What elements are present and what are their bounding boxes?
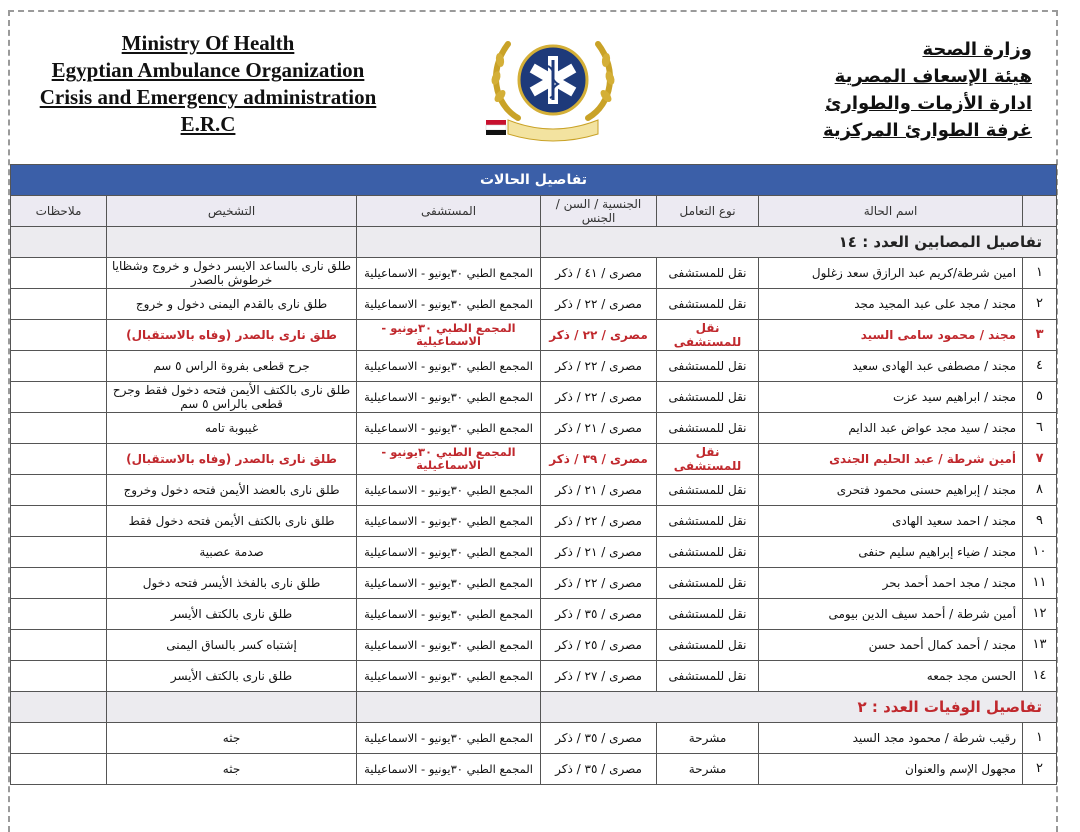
- row-handling-type: مشرحة: [657, 754, 759, 785]
- row-number: ٥: [1023, 382, 1057, 413]
- row-handling-type: نقل للمستشفى: [657, 258, 759, 289]
- row-number: ٢: [1023, 754, 1057, 785]
- row-handling-type: مشرحة: [657, 723, 759, 754]
- table-row: [11, 661, 1057, 692]
- row-notes: [11, 382, 107, 413]
- header-ar-line-3: ادارة الأزمات والطوارئ: [825, 93, 1032, 114]
- row-notes: [11, 475, 107, 506]
- table-row: [11, 413, 1057, 444]
- row-nationality-age-sex: مصرى / ٢٢ / ذكر: [541, 320, 657, 351]
- row-notes: [11, 723, 107, 754]
- row-handling-type: نقل للمستشفى: [657, 661, 759, 692]
- dead-section-label: تفاصيل الوفيات العدد : ٢: [541, 692, 1057, 723]
- row-diagnosis: طلق نارى بالكتف الأيسر: [107, 661, 357, 692]
- table-row: [11, 444, 1057, 475]
- row-diagnosis: جثه: [107, 754, 357, 785]
- row-hospital: المجمع الطبي ٣٠يونيو - الاسماعيلية: [357, 723, 541, 754]
- row-diagnosis: طلق نارى بالقدم اليمنى دخول و خروج: [107, 289, 357, 320]
- row-number: ٢: [1023, 289, 1057, 320]
- row-notes: [11, 506, 107, 537]
- row-name: مجند / أحمد كمال أحمد حسن: [759, 630, 1023, 661]
- row-name: مجند / مجد على عبد المجيد مجد: [759, 289, 1023, 320]
- table-row: [11, 630, 1057, 661]
- row-nationality-age-sex: مصرى / ٢١ / ذكر: [541, 475, 657, 506]
- row-name: مجند / إبراهيم حسنى محمود فتحرى: [759, 475, 1023, 506]
- row-diagnosis: طلق نارى بالعضد الأيمن فتحه دخول وخروج: [107, 475, 357, 506]
- table-title: تفاصيل الحالات: [11, 165, 1057, 196]
- row-name: مجهول الإسم والعنوان: [759, 754, 1023, 785]
- row-number: ٧: [1023, 444, 1057, 475]
- row-diagnosis: طلق نارى بالكتف الأيمن فتحه دخول فقط وجرح قطعى بالراس ٥ سم: [107, 382, 357, 413]
- row-hospital: المجمع الطبي ٣٠يونيو - الاسماعيلية: [357, 444, 541, 475]
- row-name: أمين شرطة / عبد الحليم الجندى: [759, 444, 1023, 475]
- col-header-diagnosis: التشخيص: [107, 196, 357, 227]
- ambulance-organization-logo: [478, 26, 628, 144]
- row-nationality-age-sex: مصرى / ٢٢ / ذكر: [541, 506, 657, 537]
- injured-section-label: تفاصيل المصابين العدد : ١٤: [541, 227, 1057, 258]
- row-hospital: المجمع الطبي ٣٠يونيو - الاسماعيلية: [357, 475, 541, 506]
- row-nationality-age-sex: مصرى / ٣٥ / ذكر: [541, 599, 657, 630]
- row-nationality-age-sex: مصرى / ٢٢ / ذكر: [541, 289, 657, 320]
- row-hospital: المجمع الطبي ٣٠يونيو - الاسماعيلية: [357, 537, 541, 568]
- col-header-hospital: المستشفى: [357, 196, 541, 227]
- row-diagnosis: طلق نارى بالصدر (وفاه بالاستقبال): [107, 320, 357, 351]
- row-hospital: المجمع الطبي ٣٠يونيو - الاسماعيلية: [357, 506, 541, 537]
- row-handling-type: نقل للمستشفى: [657, 289, 759, 320]
- row-notes: [11, 320, 107, 351]
- row-nationality-age-sex: مصرى / ٣٩ / ذكر: [541, 444, 657, 475]
- row-hospital: المجمع الطبي ٣٠يونيو - الاسماعيلية: [357, 351, 541, 382]
- row-nationality-age-sex: مصرى / ٢١ / ذكر: [541, 413, 657, 444]
- row-name: رقيب شرطة / محمود مجد السيد: [759, 723, 1023, 754]
- row-handling-type: نقل للمستشفى: [657, 413, 759, 444]
- row-hospital: المجمع الطبي ٣٠يونيو - الاسماعيلية: [357, 754, 541, 785]
- header-ar-line-4: غرفة الطوارئ المركزية: [822, 120, 1032, 141]
- row-diagnosis: طلق نارى بالكتف الأيمن فتحه دخول فقط: [107, 506, 357, 537]
- row-number: ١٤: [1023, 661, 1057, 692]
- row-name: الحسن مجد جمعه: [759, 661, 1023, 692]
- row-number: ١٢: [1023, 599, 1057, 630]
- row-diagnosis: طلق نارى بالصدر (وفاه بالاستقبال): [107, 444, 357, 475]
- row-name: مجند / محمود سامى السيد: [759, 320, 1023, 351]
- col-header-notes: ملاحظات: [11, 196, 107, 227]
- row-notes: [11, 444, 107, 475]
- table-row: [11, 351, 1057, 382]
- row-notes: [11, 537, 107, 568]
- row-nationality-age-sex: مصرى / ٣٥ / ذكر: [541, 723, 657, 754]
- col-header-handling-type: نوع التعامل: [657, 196, 759, 227]
- row-notes: [11, 289, 107, 320]
- header-ar-line-1: وزارة الصحة: [922, 39, 1032, 60]
- row-name: مجند / سيد مجد عواض عبد الدايم: [759, 413, 1023, 444]
- row-notes: [11, 754, 107, 785]
- table-row: [11, 599, 1057, 630]
- row-number: ٣: [1023, 320, 1057, 351]
- row-hospital: المجمع الطبي ٣٠يونيو - الاسماعيلية: [357, 382, 541, 413]
- row-notes: [11, 258, 107, 289]
- row-nationality-age-sex: مصرى / ٣٥ / ذكر: [541, 754, 657, 785]
- row-diagnosis: إشتباه كسر بالساق اليمنى: [107, 630, 357, 661]
- row-number: ٤: [1023, 351, 1057, 382]
- header-english: [18, 30, 398, 138]
- row-hospital: المجمع الطبي ٣٠يونيو - الاسماعيلية: [357, 661, 541, 692]
- row-handling-type: نقل للمستشفى: [657, 630, 759, 661]
- table-row: [11, 475, 1057, 506]
- row-handling-type: نقل للمستشفى: [657, 444, 759, 475]
- row-hospital: المجمع الطبي ٣٠يونيو - الاسماعيلية: [357, 320, 541, 351]
- header-en-line-3: Crisis and Emergency administration: [39, 85, 377, 109]
- cases-table-wrapper: [10, 164, 1056, 785]
- col-header-nationality-age-sex: الجنسية / السن / الجنس: [541, 196, 657, 227]
- table-row: [11, 320, 1057, 351]
- col-header-number: [1023, 196, 1057, 227]
- row-nationality-age-sex: مصرى / ٢٧ / ذكر: [541, 661, 657, 692]
- table-row: [11, 754, 1057, 785]
- row-diagnosis: طلق نارى بالكتف الأيسر: [107, 599, 357, 630]
- row-diagnosis: طلق نارى بالفخذ الأيسر فتحه دخول: [107, 568, 357, 599]
- row-number: ١١: [1023, 568, 1057, 599]
- col-header-name: اسم الحالة: [759, 196, 1023, 227]
- row-handling-type: نقل للمستشفى: [657, 599, 759, 630]
- row-hospital: المجمع الطبي ٣٠يونيو - الاسماعيلية: [357, 599, 541, 630]
- row-handling-type: نقل للمستشفى: [657, 475, 759, 506]
- row-name: مجند / مصطفى عبد الهادى سعيد: [759, 351, 1023, 382]
- row-notes: [11, 630, 107, 661]
- row-diagnosis: طلق نارى بالساعد الايسر دخول و خروج وشظايا خرطوش بالصدر: [107, 258, 357, 289]
- header-en-line-1: Ministry Of Health: [121, 31, 295, 55]
- dead-section-row: [11, 692, 1057, 723]
- row-handling-type: نقل للمستشفى: [657, 382, 759, 413]
- header-en-line-4: E.R.C: [180, 112, 236, 136]
- row-name: أمين شرطة / أحمد سيف الدين بيومى: [759, 599, 1023, 630]
- row-hospital: المجمع الطبي ٣٠يونيو - الاسماعيلية: [357, 630, 541, 661]
- row-diagnosis: غيبوبة تامه: [107, 413, 357, 444]
- row-nationality-age-sex: مصرى / ٤١ / ذكر: [541, 258, 657, 289]
- row-notes: [11, 351, 107, 382]
- table-row: [11, 289, 1057, 320]
- row-number: ٩: [1023, 506, 1057, 537]
- row-hospital: المجمع الطبي ٣٠يونيو - الاسماعيلية: [357, 413, 541, 444]
- table-header-row: [11, 196, 1057, 227]
- row-notes: [11, 661, 107, 692]
- row-name: امين شرطة/كريم عبد الرازق سعد زغلول: [759, 258, 1023, 289]
- row-number: ١: [1023, 258, 1057, 289]
- row-name: مجند / مجد احمد أحمد بحر: [759, 568, 1023, 599]
- cases-table: [10, 164, 1057, 785]
- row-hospital: المجمع الطبي ٣٠يونيو - الاسماعيلية: [357, 258, 541, 289]
- row-nationality-age-sex: مصرى / ٢٢ / ذكر: [541, 351, 657, 382]
- row-diagnosis: جثه: [107, 723, 357, 754]
- row-nationality-age-sex: مصرى / ٢٥ / ذكر: [541, 630, 657, 661]
- header-arabic: [822, 36, 1032, 144]
- row-hospital: المجمع الطبي ٣٠يونيو - الاسماعيلية: [357, 289, 541, 320]
- row-notes: [11, 413, 107, 444]
- row-handling-type: نقل للمستشفى: [657, 506, 759, 537]
- table-row: [11, 506, 1057, 537]
- row-name: مجند / ضياء إبراهيم سليم حنفى: [759, 537, 1023, 568]
- row-number: ١٣: [1023, 630, 1057, 661]
- row-notes: [11, 568, 107, 599]
- row-number: ٨: [1023, 475, 1057, 506]
- row-name: مجند / احمد سعيد الهادى: [759, 506, 1023, 537]
- injured-section-row: [11, 227, 1057, 258]
- header-ar-line-2: هيئة الإسعاف المصرية: [834, 66, 1032, 87]
- row-notes: [11, 599, 107, 630]
- table-row: [11, 537, 1057, 568]
- row-nationality-age-sex: مصرى / ٢٢ / ذكر: [541, 568, 657, 599]
- row-hospital: المجمع الطبي ٣٠يونيو - الاسماعيلية: [357, 568, 541, 599]
- row-diagnosis: جرح قطعى بفروة الراس ٥ سم: [107, 351, 357, 382]
- row-handling-type: نقل للمستشفى: [657, 568, 759, 599]
- row-number: ١: [1023, 723, 1057, 754]
- row-handling-type: نقل للمستشفى: [657, 351, 759, 382]
- row-number: ١٠: [1023, 537, 1057, 568]
- row-number: ٦: [1023, 413, 1057, 444]
- row-diagnosis: صدمة عصبية: [107, 537, 357, 568]
- table-row: [11, 723, 1057, 754]
- table-row: [11, 382, 1057, 413]
- table-row: [11, 258, 1057, 289]
- row-handling-type: نقل للمستشفى: [657, 537, 759, 568]
- header-en-line-2: Egyptian Ambulance Organization: [51, 58, 365, 82]
- table-row: [11, 568, 1057, 599]
- row-nationality-age-sex: مصرى / ٢٢ / ذكر: [541, 382, 657, 413]
- row-handling-type: نقل للمستشفى: [657, 320, 759, 351]
- row-nationality-age-sex: مصرى / ٢١ / ذكر: [541, 537, 657, 568]
- row-name: مجند / ابراهيم سيد عزت: [759, 382, 1023, 413]
